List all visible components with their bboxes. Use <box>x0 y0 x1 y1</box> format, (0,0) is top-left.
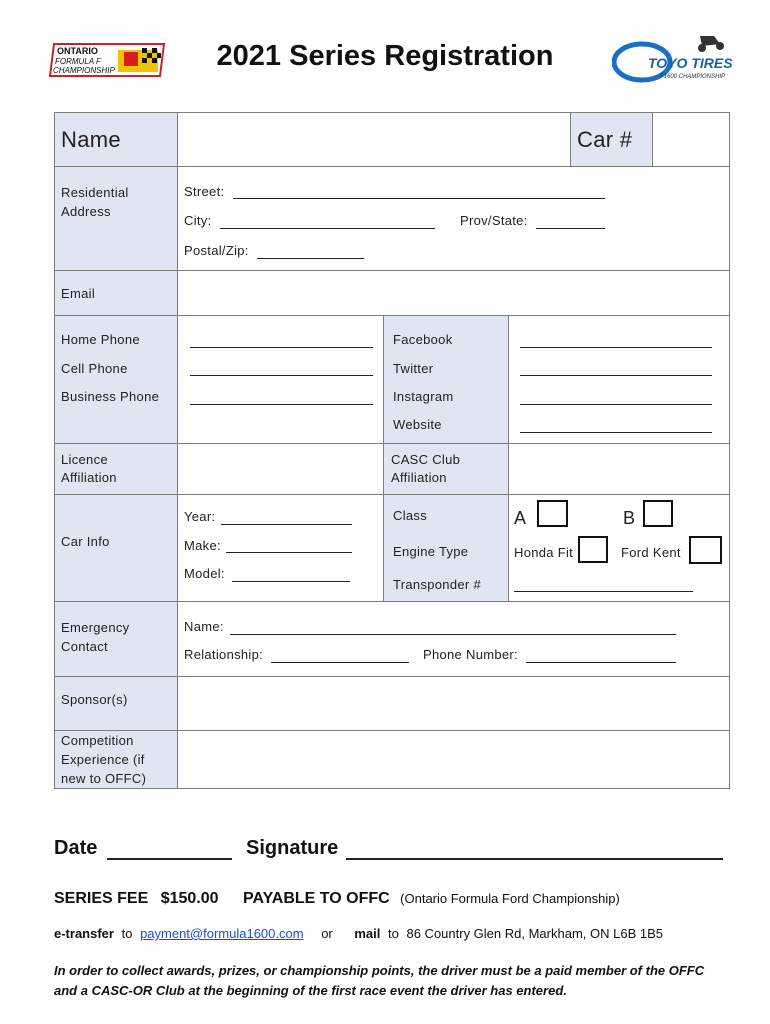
city-label: City: <box>184 213 212 228</box>
to-text-2: to <box>388 926 399 941</box>
ec-relationship-field[interactable] <box>271 662 409 663</box>
class-b-label: B <box>623 508 636 528</box>
competition-experience-label: Competition Experience (if new to OFFC) <box>61 733 147 786</box>
or-text: or <box>321 926 333 941</box>
year-label: Year: <box>184 509 216 524</box>
class-a-checkbox[interactable] <box>537 500 568 527</box>
website-field[interactable] <box>520 432 712 433</box>
fee-amount: $150.00 <box>160 890 219 907</box>
make-field[interactable] <box>226 552 352 553</box>
etransfer-label: e-transfer <box>54 926 114 941</box>
date-field[interactable] <box>107 858 232 860</box>
year-field[interactable] <box>221 524 352 525</box>
cell-phone-label: Cell Phone <box>61 361 128 376</box>
ec-relationship-label: Relationship: <box>184 647 264 662</box>
prov-state-field[interactable] <box>536 228 605 229</box>
ec-name-label: Name: <box>184 619 224 634</box>
honda-fit-label: Honda Fit <box>514 545 574 560</box>
business-phone-field[interactable] <box>190 404 373 405</box>
svg-text:ONTARIO: ONTARIO <box>57 46 98 56</box>
make-label: Make: <box>184 538 221 553</box>
licence-affiliation-label: Licence Affiliation <box>61 452 117 485</box>
to-text: to <box>121 926 133 941</box>
cell-phone-field[interactable] <box>190 375 373 376</box>
casc-club-field[interactable] <box>509 444 729 493</box>
emergency-contact-label: Emergency Contact <box>61 620 130 654</box>
car-number-field[interactable] <box>653 113 729 165</box>
name-label: Name <box>61 127 121 152</box>
ec-phone-label: Phone Number: <box>423 647 518 662</box>
model-field[interactable] <box>232 581 350 582</box>
page-title: 2021 Series Registration <box>216 40 554 72</box>
fee-line <box>54 890 620 908</box>
date-label: Date <box>54 837 98 859</box>
fee-label: SERIES FEE <box>54 890 149 907</box>
home-phone-field[interactable] <box>190 347 373 348</box>
svg-text:TOYO TIRES: TOYO TIRES <box>648 55 733 71</box>
street-label: Street: <box>184 184 225 199</box>
mail-address: 86 Country Glen Rd, Markham, ON L6B 1B5 <box>406 926 663 941</box>
ec-phone-field[interactable] <box>526 662 676 663</box>
payment-email-link[interactable]: payment@formula1600.com <box>140 926 304 941</box>
twitter-label: Twitter <box>393 361 434 376</box>
mail-label: mail <box>354 926 381 941</box>
city-field[interactable] <box>220 228 435 229</box>
transponder-label: Transponder # <box>393 577 481 592</box>
home-phone-label: Home Phone <box>61 332 140 347</box>
email-field[interactable] <box>178 271 729 314</box>
payment-line <box>54 926 663 941</box>
payable-label: PAYABLE TO OFFC <box>243 890 390 907</box>
membership-note: In order to collect awards, prizes, or championship points, the driver must be a paid member of the OFFC and a CASC-OR Club at the beginning of the first race event the driver has entered. <box>54 963 705 998</box>
car-number-label: Car # <box>577 127 633 152</box>
car-info-label: Car Info <box>61 534 110 549</box>
toyo-tires-logo <box>612 32 742 84</box>
engine-type-label: Engine Type <box>393 544 469 559</box>
facebook-label: Facebook <box>393 332 453 347</box>
casc-club-label: CASC Club Affiliation <box>391 452 461 485</box>
prov-state-label: Prov/State: <box>460 213 528 228</box>
svg-text:FORMULA F: FORMULA F <box>55 57 101 66</box>
street-field[interactable] <box>233 198 605 199</box>
svg-text:F1600 CHAMPIONSHIP: F1600 CHAMPIONSHIP <box>660 74 726 80</box>
sponsors-label: Sponsor(s) <box>61 692 128 707</box>
ec-name-field[interactable] <box>230 634 676 635</box>
facebook-field[interactable] <box>520 347 712 348</box>
name-field[interactable] <box>178 113 569 165</box>
licence-affiliation-field[interactable] <box>178 444 382 493</box>
ford-kent-checkbox[interactable] <box>689 536 722 564</box>
postal-zip-label: Postal/Zip: <box>184 243 249 258</box>
honda-fit-checkbox[interactable] <box>578 536 608 563</box>
model-label: Model: <box>184 566 225 581</box>
svg-text:CHAMPIONSHIP: CHAMPIONSHIP <box>53 66 115 75</box>
ford-kent-label: Ford Kent <box>621 545 681 560</box>
instagram-label: Instagram <box>393 389 454 404</box>
postal-zip-field[interactable] <box>257 258 364 259</box>
business-phone-label: Business Phone <box>61 389 160 404</box>
twitter-field[interactable] <box>520 375 712 376</box>
signature-label: Signature <box>246 837 339 859</box>
payable-org: (Ontario Formula Ford Championship) <box>400 891 620 906</box>
class-a-label: A <box>514 508 527 528</box>
instagram-field[interactable] <box>520 404 712 405</box>
sponsors-field[interactable] <box>178 677 729 729</box>
residential-address-label: Residential Address <box>61 185 129 219</box>
transponder-field[interactable] <box>514 591 693 592</box>
website-label: Website <box>393 417 442 432</box>
signature-field[interactable] <box>346 858 723 860</box>
class-b-checkbox[interactable] <box>643 500 673 527</box>
email-label: Email <box>61 286 96 301</box>
competition-experience-field[interactable] <box>178 731 729 788</box>
class-label: Class <box>393 508 428 523</box>
